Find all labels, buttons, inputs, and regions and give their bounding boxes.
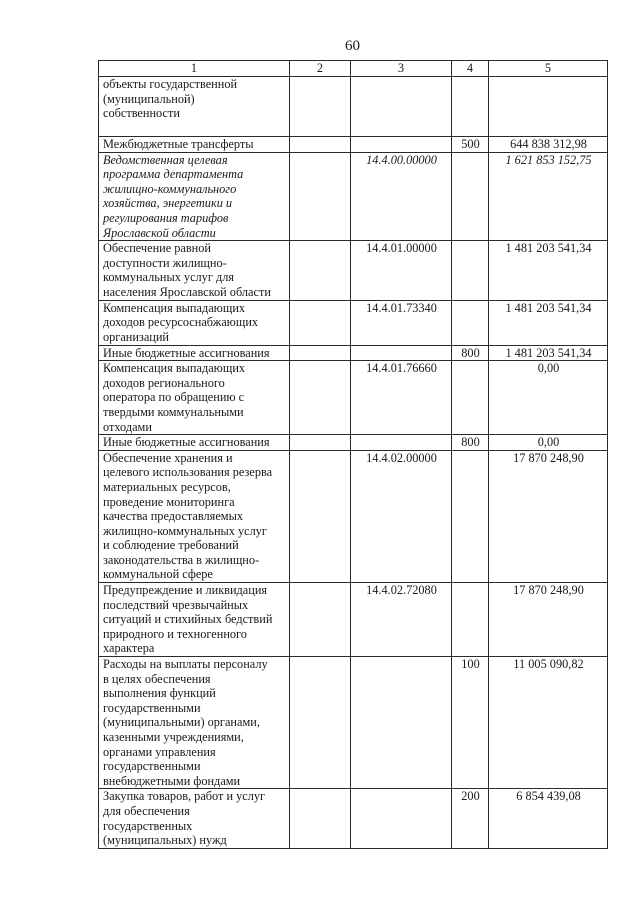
- table-row: [99, 137, 608, 153]
- row-code-cell: 14.4.00.00000: [351, 152, 452, 241]
- row-amount-cell: 644 838 312,98: [489, 137, 608, 153]
- row-name-cell: Обеспечение равной доступности жилищно- коммунальных услуг для населения Ярославской области: [99, 241, 290, 300]
- table-row: [99, 789, 608, 848]
- row-name-cell: Обеспечение хранения и целевого использования резерва материальных ресурсов, проведение мониторинга качества предоставляемых жилищно-коммунальных услуг и соблюдение требований законодательства в жилищно- коммунальной сфере: [99, 450, 290, 582]
- row-col2-cell: [290, 435, 351, 451]
- table-row: [99, 583, 608, 657]
- row-amount-cell: [489, 77, 608, 137]
- row-code-cell: [351, 137, 452, 153]
- row-amount-cell: 1 621 853 152,75: [489, 152, 608, 241]
- row-col2-cell: [290, 789, 351, 848]
- row-code-cell: 14.4.02.72080: [351, 583, 452, 657]
- row-type-cell: 100: [452, 657, 489, 789]
- row-col2-cell: [290, 583, 351, 657]
- row-code-cell: [351, 789, 452, 848]
- row-name-cell: Иные бюджетные ассигнования: [99, 345, 290, 361]
- budget-table: [98, 60, 608, 849]
- row-amount-cell: 17 870 248,90: [489, 450, 608, 582]
- budget-table-body: [99, 61, 608, 849]
- row-type-cell: [452, 450, 489, 582]
- row-amount-cell: 0,00: [489, 361, 608, 435]
- row-name-cell: Иные бюджетные ассигнования: [99, 435, 290, 451]
- row-col2-cell: [290, 152, 351, 241]
- row-col2-cell: [290, 361, 351, 435]
- row-amount-cell: 1 481 203 541,34: [489, 300, 608, 345]
- table-row: [99, 361, 608, 435]
- row-type-cell: [452, 361, 489, 435]
- table-row: [99, 152, 608, 241]
- header-col-4: 4: [452, 61, 489, 77]
- row-name-cell: Компенсация выпадающих доходов ресурсоснабжающих организаций: [99, 300, 290, 345]
- row-type-cell: 500: [452, 137, 489, 153]
- row-type-cell: [452, 300, 489, 345]
- table-row: [99, 345, 608, 361]
- row-amount-cell: 1 481 203 541,34: [489, 345, 608, 361]
- row-amount-cell: 11 005 090,82: [489, 657, 608, 789]
- row-amount-cell: 17 870 248,90: [489, 583, 608, 657]
- row-name-cell: Закупка товаров, работ и услуг для обеспечения государственных (муниципальных) нужд: [99, 789, 290, 848]
- table-row: [99, 657, 608, 789]
- row-type-cell: [452, 241, 489, 300]
- table-row: [99, 77, 608, 137]
- row-col2-cell: [290, 137, 351, 153]
- header-col-3: 3: [351, 61, 452, 77]
- row-code-cell: [351, 435, 452, 451]
- row-col2-cell: [290, 300, 351, 345]
- table-row: [99, 450, 608, 582]
- row-name-cell: объекты государственной (муниципальной) собственности: [99, 77, 290, 137]
- header-col-2: 2: [290, 61, 351, 77]
- row-code-cell: [351, 77, 452, 137]
- table-header-row: [99, 61, 608, 77]
- row-name-cell: Расходы на выплаты персоналу в целях обеспечения выполнения функций государственными (муниципальными) органами, казенными учреждениями, органами управления государственными внебюджетными фондами: [99, 657, 290, 789]
- row-type-cell: 800: [452, 345, 489, 361]
- row-type-cell: [452, 152, 489, 241]
- row-col2-cell: [290, 657, 351, 789]
- row-code-cell: 14.4.01.76660: [351, 361, 452, 435]
- row-code-cell: 14.4.02.00000: [351, 450, 452, 582]
- table-row: [99, 241, 608, 300]
- row-code-cell: 14.4.01.73340: [351, 300, 452, 345]
- row-amount-cell: 0,00: [489, 435, 608, 451]
- row-amount-cell: 6 854 439,08: [489, 789, 608, 848]
- row-name-cell: Ведомственная целевая программа департамента жилищно-коммунального хозяйства, энергетики и регулирования тарифов Ярославской области: [99, 152, 290, 241]
- row-type-cell: 800: [452, 435, 489, 451]
- header-col-1: 1: [99, 61, 290, 77]
- row-code-cell: [351, 345, 452, 361]
- row-col2-cell: [290, 450, 351, 582]
- page-number: 60: [345, 38, 360, 54]
- row-code-cell: [351, 657, 452, 789]
- row-type-cell: [452, 583, 489, 657]
- row-col2-cell: [290, 241, 351, 300]
- row-name-cell: Межбюджетные трансферты: [99, 137, 290, 153]
- row-type-cell: 200: [452, 789, 489, 848]
- row-code-cell: 14.4.01.00000: [351, 241, 452, 300]
- row-name-cell: Компенсация выпадающих доходов регионального оператора по обращению с твердыми коммунальными отходами: [99, 361, 290, 435]
- header-col-5: 5: [489, 61, 608, 77]
- row-col2-cell: [290, 345, 351, 361]
- table-row: [99, 435, 608, 451]
- row-amount-cell: 1 481 203 541,34: [489, 241, 608, 300]
- row-col2-cell: [290, 77, 351, 137]
- row-type-cell: [452, 77, 489, 137]
- table-row: [99, 300, 608, 345]
- row-name-cell: Предупреждение и ликвидация последствий чрезвычайных ситуаций и стихийных бедствий природного и техногенного характера: [99, 583, 290, 657]
